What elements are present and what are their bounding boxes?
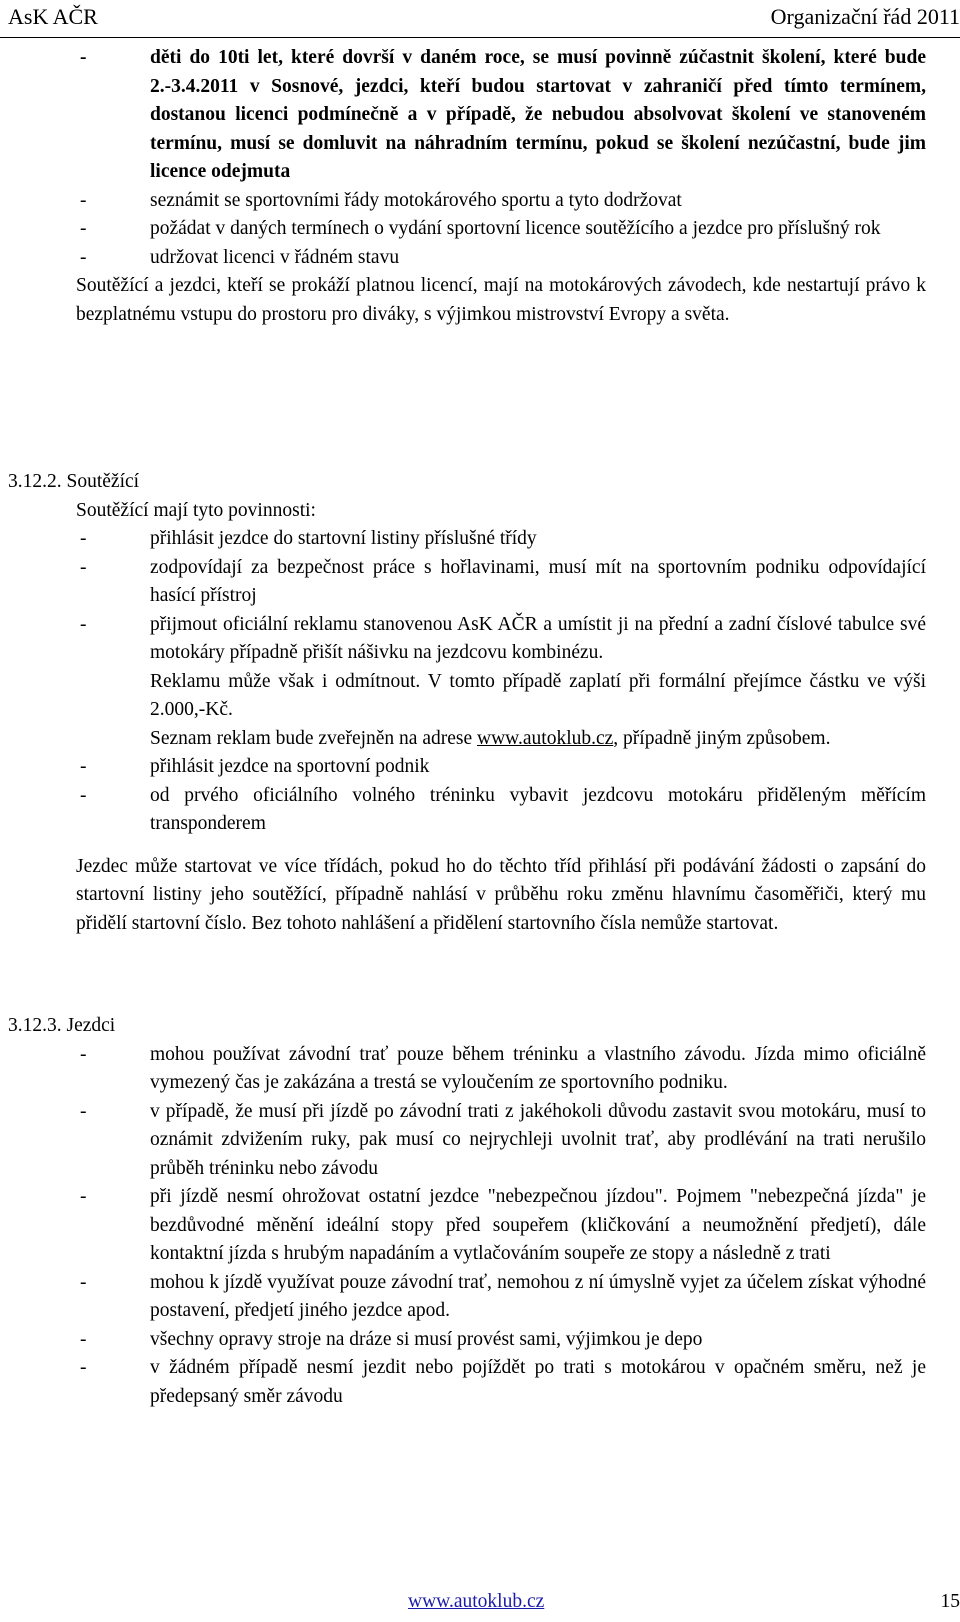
section-a-list — [0, 44, 960, 329]
list-item — [0, 611, 960, 668]
header-document-title: Organizační řád 2011 — [770, 4, 960, 29]
list-item-text: přihlásit jezdce na sportovní podnik — [150, 756, 430, 777]
list-item-text: udržovat licenci v řádném stavu — [150, 246, 400, 268]
list-dash: - — [80, 756, 87, 777]
list-item-text: zodpovídají za bezpečnost práce s hořlavinami, musí mít na sportovním podniku odpovídající hasící přístroj — [150, 556, 926, 606]
list-item-text: mohou k jízdě využívat pouze závodní trať, nemohou z ní úmyslně vyjet za účelem získat výhodné postavení, předjetí jiného jezdce apod. — [150, 1271, 926, 1321]
list-item — [0, 525, 960, 554]
list-item-text: mohou používat závodní trať pouze během tréninku a vlastního závodu. Jízda mimo oficiálně vymezený čas je zakázána a trestá se vyloučením ze sportovního podniku. — [150, 1043, 926, 1093]
page-header — [8, 0, 960, 40]
list-dash: - — [80, 1100, 87, 1122]
list-item — [0, 782, 960, 839]
section-b — [0, 468, 960, 938]
header-organization: AsK AČR — [8, 4, 98, 29]
list-item-text: všechny opravy stroje na dráze si musí provést sami, výjimkou je depo — [150, 1328, 703, 1350]
list-item — [0, 1098, 960, 1184]
list-item — [0, 187, 960, 216]
list-dash: - — [80, 1357, 87, 1378]
list-dash: - — [80, 47, 87, 68]
list-dash: - — [80, 784, 87, 806]
list-dash: - — [80, 1043, 87, 1065]
list-dash: - — [80, 613, 87, 635]
page-footer — [0, 1588, 960, 1618]
list-item-text: požádat v daných termínech o vydání sportovní licence soutěžícího a jezdce pro příslušný rok — [150, 218, 881, 239]
note-text-after: , případně jiným způsobem. — [613, 727, 831, 749]
list-item-text: přihlásit jezdce do startovní listiny příslušné třídy — [150, 528, 537, 549]
footer-link[interactable]: www.autoklub.cz — [408, 1591, 545, 1612]
list-item-text: přijmout oficiální reklamu stanovenou AsK AČR a umístit ji na přední a zadní číslové tabulce své motokáry případně přišít nášivku na jezdcovu kombinézu. — [150, 613, 926, 663]
page-number: 15 — [940, 1591, 960, 1612]
section-heading: 3.12.2. Soutěžící — [8, 471, 140, 492]
list-item-text: v případě, že musí při jízdě po závodní trati z jakéhokoli důvodu zastavit svou motokáru, musí to oznámit zdvižením ruky, pak musí co nejrychleji uvolnit trať, aby prodlévání na trati nerušilo průběh tréninku nebo závodu — [150, 1100, 926, 1179]
list-dash: - — [80, 1328, 87, 1350]
list-item — [0, 44, 960, 187]
header-divider — [0, 37, 960, 38]
list-dash: - — [80, 556, 87, 578]
note-text-before: Seznam reklam bude zveřejněn na adrese — [150, 727, 478, 749]
list-item — [0, 1326, 960, 1355]
list-dash: - — [80, 246, 87, 268]
list-item — [0, 554, 960, 611]
list-item — [0, 1269, 960, 1326]
list-dash: - — [80, 189, 87, 211]
section-heading: 3.12.3. Jezdci — [8, 1015, 116, 1036]
list-item — [0, 1041, 960, 1098]
list-item — [0, 1183, 960, 1269]
autoklub-link[interactable]: www.autoklub.cz — [477, 727, 614, 749]
list-dash: - — [80, 218, 87, 239]
list-item-text: od prvého oficiálního volného tréninku vybavit jezdcovu motokáru přiděleným měřícím transponderem — [150, 784, 926, 834]
list-item — [0, 753, 960, 782]
section-intro: Soutěžící mají tyto povinnosti: — [76, 499, 316, 521]
list-item-text: v žádném případě nesmí jezdit nebo pojíždět po trati s motokárou v opačném směru, než je předepsaný směr závodu — [150, 1357, 926, 1407]
list-dash: - — [80, 1271, 87, 1293]
list-item — [0, 1354, 960, 1411]
multiple-classes-paragraph: Jezdec může startovat ve více třídách, pokud ho do těchto tříd přihlásí při podávání žádosti o zapsání do startovní listiny jeho soutěžící, případně nahlásí v průběhu roku změnu hlavnímu časoměřiči, který mu přidělí startovní číslo. Bez tohoto nahlášení a přidělení startovního čísla nemůže startovat. — [76, 855, 926, 934]
list-item-text: při jízdě nesmí ohrožovat ostatní jezdce "nebezpečnou jízdou". Pojmem "nebezpečná jízda" je bezdůvodné měnění ideální stopy před soupeřem (kličkování a neumožnění předjetí), dále kontaktní jízda s hrubým napadáním a vytlačováním soupeře ze stopy a následně z trati — [150, 1186, 926, 1264]
list-item-text: seznámit se sportovními řády motokárového sportu a tyto dodržovat — [150, 189, 682, 211]
list-item — [0, 244, 960, 273]
advertising-note: Reklamu může však i odmítnout. V tomto případě zaplatí při formální přejímce částku ve výši 2.000,-Kč. — [150, 670, 926, 720]
list-item-text: děti do 10ti let, které dovrší v daném roce, se musí povinně zúčastnit školení, které bude 2.-3.4.2011 v Sosnové, jezdci, kteří budou startovat v zahraničí před tímto termínem, dostanou licenci podmínečně a v případě, že nebudou absolvovat školení ve stanoveném termínu, musí se domluvit na náhradním termínu, pokud se školení nezúčastní, bude jim licence odejmuta — [150, 47, 926, 182]
advertising-list-note — [150, 725, 926, 754]
list-dash: - — [80, 1186, 87, 1207]
section-c — [0, 1012, 960, 1411]
list-dash: - — [80, 528, 87, 549]
list-item — [0, 215, 960, 244]
licence-paragraph: Soutěžící a jezdci, kteří se prokáží platnou licencí, mají na motokárových závodech, kde nestartují právo k bezplatnému vstupu do prostoru pro diváky, s výjimkou mistrovství Evropy a světa. — [76, 275, 926, 325]
